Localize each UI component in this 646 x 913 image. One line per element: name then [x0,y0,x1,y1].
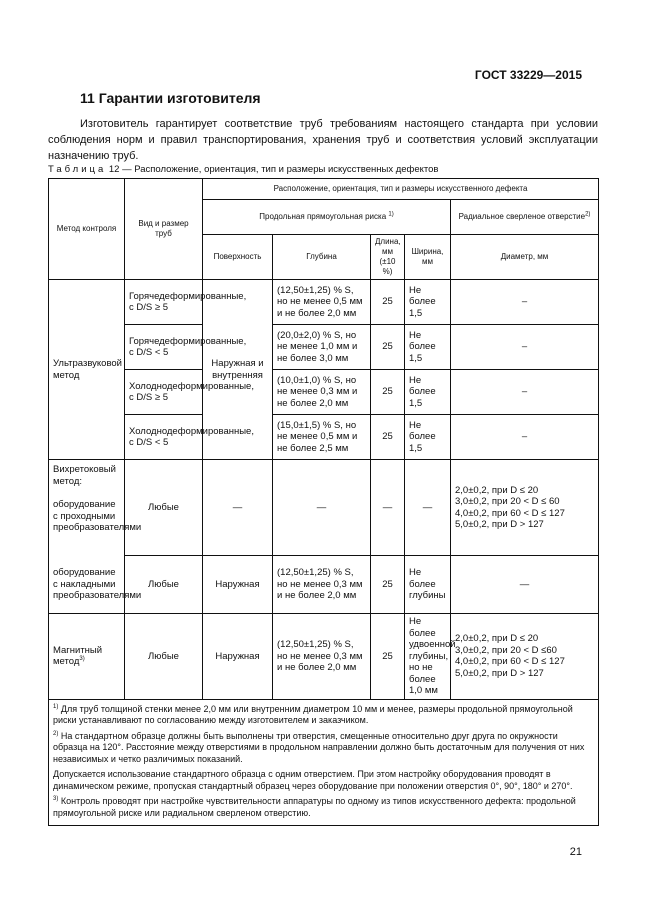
diameter-line: 5,0±0,2, при D > 127 [455,667,544,679]
ultrasonic-surface: Наружная и внутренняя [203,280,273,460]
diameter-line: 2,0±0,2, при D ≤ 20 [455,484,539,496]
note [53,704,594,727]
table-row [49,556,599,614]
header-pipe-type: Вид и размер труб [125,179,203,280]
ultrasonic-method: Ультразвуковой метод [49,280,125,460]
table-notes-row [49,699,599,826]
table-row [49,280,599,325]
surface-cell: Наружная [203,556,273,614]
defects-table [48,178,599,826]
width-cell: Не более удвоенной глубины, но не более 1,0 мм [405,614,451,700]
eddy-row1-method: оборудование с проходными преобразователями [53,499,142,533]
length-cell: — [371,460,405,556]
depth-cell: (12,50±1,25) % S, но не менее 0,3 мм и не более 2,0 мм [273,614,371,700]
diameter-cell: – [451,370,599,415]
depth-cell: (12,50±1,25) % S, но не менее 0,5 мм и не более 2,0 мм [273,280,371,325]
table-notes [49,699,599,826]
header-method: Метод контроля [49,179,125,280]
diameter-line: 3,0±0,2, при 20 < D ≤60 [455,644,557,656]
table-row [49,415,599,460]
magnetic-method-sup: 3) [79,656,85,663]
diameter-line: 3,0±0,2, при 20 < D ≤ 60 [455,496,560,507]
table-caption-prefix: Таблица [48,164,107,175]
pipe-cell: Любые [125,614,203,700]
table-row [49,370,599,415]
length-cell: 25 [371,415,405,460]
note-sup: 3) [53,796,59,802]
note-text: Допускается использование стандартного образца с одним отверстием. При этом настройку оборудования проводят в динамическом режиме, пропуская стандартный образец через оборудование при положении отверстия 0°, 90°, 180° и 270°. [53,769,573,791]
eddy-row2-method: оборудование с накладными преобразователями [49,556,125,614]
header-longitudinal-text: Продольная прямоугольная риска [259,212,387,221]
standard-number: ГОСТ 33229—2015 [474,68,582,82]
note-sup: 1) [53,703,59,710]
pipe-cell: Горячедеформированные, с D/S < 5 [125,325,203,370]
pipe-cell: Холоднодеформированные, с D/S < 5 [125,415,203,460]
header-radial-text: Радиальное сверленое отверстие [458,212,586,221]
diameter-cell: – [451,325,599,370]
depth-cell: — [273,460,371,556]
note [53,731,594,766]
depth-cell: (12,50±1,25) % S, но не менее 0,3 мм и не более 2,0 мм [273,556,371,614]
note [53,796,594,819]
table-caption-text: 12 — Расположение, ориентация, тип и размеры искусственных дефектов [108,164,439,175]
header-radial-sup: 2) [585,211,591,218]
header-depth: Глубина [273,235,371,280]
note-text: Контроль проводят при настройке чувствительности аппаратуры по одному из типов искусственного дефекта: продольной прямоугольной риске или радиальном сверленом отверстию. [53,796,576,818]
depth-cell: (10,0±1,0) % S, но не менее 0,3 мм и не более 2,0 мм [273,370,371,415]
length-cell: 25 [371,614,405,700]
eddy-method-title: Вихретоковый метод: [53,464,116,487]
pipe-cell: Холоднодеформированные, с D/S ≥ 5 [125,370,203,415]
diameter-line: 5,0±0,2, при D > 127 [455,519,544,530]
length-cell: 25 [371,325,405,370]
page-number: 21 [569,846,582,858]
section-heading: 11 Гарантии изготовителя [80,90,261,106]
depth-cell: (20,0±2,0) % S, но не менее 1,0 мм и не более 3,0 мм [273,325,371,370]
header-longitudinal-sup: 1) [388,211,394,218]
surface-cell: Наружная [203,614,273,700]
diameter-cell [451,614,599,700]
diameter-cell: – [451,415,599,460]
note-text: Для труб толщиной стенки менее 2,0 мм или внутренним диаметром 10 мм и менее, размеры продольной прямоугольной риски устанавливают по согласованию между изготовителем и заказчиком. [53,703,573,725]
table-row [49,325,599,370]
table-row [49,614,599,700]
header-width: Ширина, мм [405,235,451,280]
diameter-cell: – [451,280,599,325]
width-cell: Не более 1,5 [405,280,451,325]
eddy-method-cell [49,460,142,556]
width-cell: Не более 1,5 [405,370,451,415]
note [53,769,594,792]
magnetic-method [49,614,125,700]
width-cell: — [405,460,451,556]
header-defect-group: Расположение, ориентация, тип и размеры искусственного дефекта [203,179,599,200]
diameter-line: 4,0±0,2, при 60 < D ≤ 127 [455,507,565,519]
surface-cell: — [203,460,273,556]
table-header-row-1 [49,179,599,200]
pipe-cell: Горячедеформированные, с D/S ≥ 5 [125,280,203,325]
width-cell: Не более 1,5 [405,415,451,460]
header-diameter: Диаметр, мм [451,235,599,280]
magnetic-method-text: Магнитный метод [53,644,103,668]
intro-paragraph: Изготовитель гарантирует соответствие труб требованиям настоящего стандарта при условии соблюдения норм и правил транспортирования, хранения труб и соответствия условий эксплуатации назначению труб. [48,118,598,162]
depth-cell: (15,0±1,5) % S, но не менее 0,5 мм и не более 2,5 мм [273,415,371,460]
table-caption [48,164,438,175]
length-cell: 25 [371,280,405,325]
header-longitudinal [203,200,451,235]
header-radial [451,200,599,235]
header-length: Длина, мм (±10 %) [371,235,405,280]
pipe-cell: Любые [125,556,203,614]
diameter-cell: — [451,556,599,614]
diameter-line: 2,0±0,2, при D ≤ 20 [455,633,539,645]
length-cell: 25 [371,556,405,614]
table-row [49,460,599,556]
diameter-cell [451,460,599,556]
pipe-cell: Любые [125,460,203,556]
width-cell: Не более глубины [405,556,451,614]
note-sup: 2) [53,730,59,737]
header-surface: Поверхность [203,235,273,280]
width-cell: Не более 1,5 [405,325,451,370]
note-text: На стандартном образце должны быть выполнены три отверстия, смещенные относительно друг друга по окружности образца на 120°. Расстояние между отверстиями в продольном направлении должно быть достаточным для получения от них независимых и четко различимых показаний. [53,730,585,764]
length-cell: 25 [371,370,405,415]
diameter-line: 4,0±0,2, при 60 < D ≤ 127 [455,656,565,668]
